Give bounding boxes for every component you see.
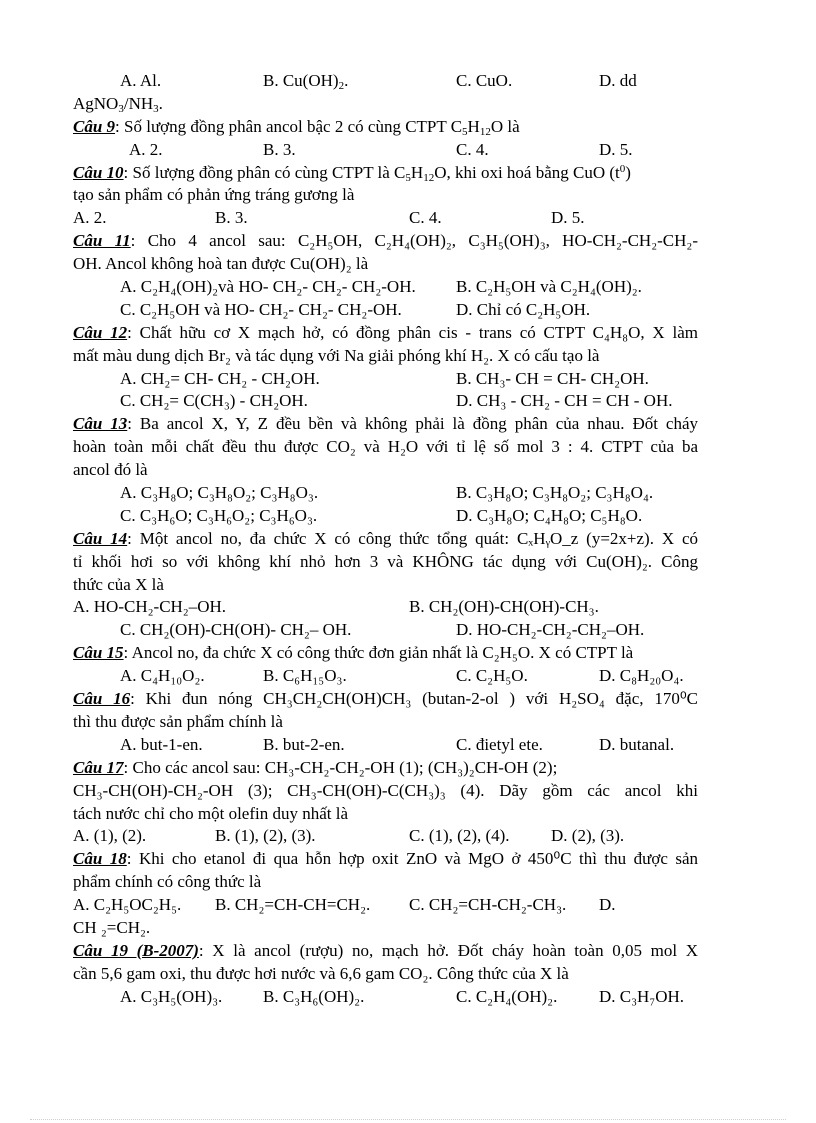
- q18-question-line2: phẩm chính có công thức là: [73, 872, 262, 892]
- q18-option-d: D.: [599, 895, 616, 915]
- q15-label: Câu 15: [73, 643, 124, 663]
- document-page: [73, 70, 698, 1009]
- q19-question-line2: cần 5,6 gam oxi, thu được hơi nước và 6,6 gam CO₂. Công thức của X là: [73, 963, 569, 983]
- q16-option-d: D. butanal.: [599, 734, 675, 754]
- q14-option-c: C. CH₂(OH)-CH(OH)- CH₂– OH.: [120, 620, 352, 640]
- q10-options: [73, 207, 698, 230]
- q15-question: Câu 15: Ancol no, đa chức X có công thức đơn giản nhất là C₂H₅O. X có CTPT là: [73, 643, 634, 663]
- q10-option-c: C. 4.: [409, 208, 442, 228]
- page-bottom-divider: [30, 1119, 786, 1120]
- q14-option-a: A. HO-CH₂-CH₂–OH.: [73, 597, 227, 617]
- q8-option-d-cont: $AgNO_3/NH_3$.: [73, 93, 163, 115]
- q18-option-b: B. CH₂=CH-CH=CH₂.: [215, 895, 371, 915]
- q19-label: Câu 19 (B-2007): [73, 940, 199, 960]
- q13-question-line3: ancol đó là: [73, 460, 148, 480]
- q16-label: Câu 16: [73, 689, 131, 709]
- q16-option-a: A. but-1-en.: [120, 734, 203, 754]
- q8-option-d: D. dd: [599, 71, 637, 90]
- q16-option-b: B. but-2-en.: [263, 734, 345, 754]
- q9-option-a: A. 2.: [129, 139, 163, 159]
- q14-question-line2: tỉ khối hơi so với không khí nhỏ hơn 3 và KHÔNG tác dụng với Cu(OH)₂. Công: [73, 551, 698, 571]
- q18-option-d-cont: CH ₂=CH₂.: [73, 917, 151, 937]
- q18-option-c: C. CH₂=CH-CH₂-CH₃.: [409, 895, 567, 915]
- q12-option-d: D. CH₃ - CH₂ - CH = CH - OH.: [456, 391, 673, 411]
- q14-options-row2: [73, 619, 698, 642]
- q8-options: [73, 70, 698, 93]
- q15-option-a: A. C₄H₁₀O₂.: [120, 666, 205, 686]
- q11-option-b: B. C₂H₅OH và C₂H₄(OH)₂.: [456, 277, 642, 297]
- q11-label: Câu 11: [73, 231, 131, 251]
- q16-options: [73, 734, 698, 757]
- q14-question-line3: thức của X là: [73, 574, 164, 594]
- q9-question: Câu 9: Số lượng đồng phân ancol bậc 2 có cùng CTPT $C_5H_{12}O$ là: [73, 116, 520, 138]
- q11-question: Câu 11: Cho 4 ancol sau: C₂H₅OH, C₂H₄(OH)₂, C₃H₅(OH)₃, HO-CH₂-CH₂-CH₂-: [73, 231, 699, 251]
- q14-question: Câu 14: Một ancol no, đa chức X có công thức tổng quát: CₓHᵧO_z (y=2x+z). X có: [73, 528, 698, 548]
- q19-option-b: B. C₃H₆(OH)₂.: [263, 986, 365, 1006]
- q8-option-a: A. Al.: [120, 71, 162, 90]
- q13-options-row2: [73, 505, 698, 528]
- q10-option-a: A. 2.: [73, 208, 107, 228]
- q17-option-c: C. (1), (2), (4).: [409, 826, 510, 846]
- q12-question-line2: mất màu dung dịch Br₂ và tác dụng với Na giải phóng khí H₂. X có cấu tạo là: [73, 345, 600, 365]
- q16-question-line2: thì thu được sản phẩm chính là: [73, 711, 283, 731]
- q15-option-b: B. C₆H₁₅O₃.: [263, 666, 347, 686]
- q19-option-a: A. C₃H₅(OH)₃.: [120, 986, 223, 1006]
- q10-question: Câu 10: Số lượng đồng phân có cùng CTPT là $C_5H_{12}O$, khi oxi hoá bằng CuO $(t^0)$: [73, 162, 631, 184]
- q15-option-c: C. C₂H₅O.: [456, 666, 528, 686]
- q13-label: Câu 13: [73, 414, 128, 434]
- q14-option-d: D. HO-CH₂-CH₂-CH₂–OH.: [456, 620, 645, 640]
- q13-options-row1: [73, 482, 698, 505]
- q16-option-c: C. đietyl ete.: [456, 734, 543, 754]
- q11-options-row1: [73, 276, 698, 299]
- q11-options-row2: [73, 299, 698, 322]
- q11-option-d: D. Chỉ có C₂H₅OH.: [456, 299, 591, 319]
- q9-option-d: D. 5.: [599, 139, 633, 159]
- q9-option-b: B. 3.: [263, 139, 296, 159]
- q14-option-b: B. CH₂(OH)-CH(OH)-CH₃.: [409, 597, 599, 617]
- q11-question-line2: OH. Ancol không hoà tan được Cu(OH)₂ là: [73, 254, 369, 274]
- q10-question-line2: tạo sản phẩm có phản ứng tráng gương là: [73, 185, 355, 205]
- q13-option-b: B. C₃H₈O; C₃H₈O₂; C₃H₈O₄.: [456, 483, 654, 503]
- q12-label: Câu 12: [73, 322, 128, 342]
- q18-question: Câu 18: Khi cho etanol đi qua hỗn hợp oxit ZnO và MgO ở 450⁰C thì thu được sản: [73, 849, 698, 869]
- q18-options: [73, 894, 698, 917]
- q13-option-a: A. C₃H₈O; C₃H₈O₂; C₃H₈O₃.: [120, 483, 319, 503]
- q12-options-row2: [73, 390, 698, 413]
- q19-question: Câu 19 (B-2007): X là ancol (rượu) no, mạch hở. Đốt cháy hoàn toàn 0,05 mol X: [73, 940, 698, 960]
- q17-question-line3: tách nước chỉ cho một olefin duy nhất là: [73, 803, 349, 823]
- q10-label: Câu 10: [73, 162, 124, 182]
- q13-option-c: C. C₃H₆O; C₃H₆O₂; C₃H₆O₃.: [120, 505, 318, 525]
- q10-option-d: D. 5.: [551, 208, 585, 228]
- q17-option-a: A. (1), (2).: [73, 826, 147, 846]
- q11-option-c: C. C₂H₅OH và HO- CH₂- CH₂- CH₂-OH.: [120, 299, 402, 319]
- q17-options: [73, 825, 698, 848]
- q15-options: [73, 665, 698, 688]
- q13-question: Câu 13: Ba ancol X, Y, Z đều bền và không phải là đồng phân của nhau. Đốt cháy: [73, 414, 699, 434]
- q12-question: Câu 12: Chất hữu cơ X mạch hở, có đồng phân cis - trans có CTPT C₄H₈O, X làm: [73, 322, 698, 342]
- q13-question-line2: hoàn toàn mỗi chất đều thu được CO₂ và H₂O với tỉ lệ số mol 3 : 4. CTPT của ba: [73, 437, 698, 457]
- q9-options: [73, 139, 698, 162]
- q11-option-a: A. C₂H₄(OH)₂và HO- CH₂- CH₂- CH₂-OH.: [120, 277, 416, 297]
- q9-option-c: C. 4.: [456, 139, 489, 159]
- q12-option-a: A. CH₂= CH- CH₂ - CH₂OH.: [120, 368, 320, 388]
- q19-options: [73, 986, 698, 1009]
- q15-option-d: D. C₈H₂₀O₄.: [599, 666, 684, 686]
- q12-options-row1: [73, 368, 698, 391]
- q9-label: Câu 9: [73, 116, 116, 136]
- q19-option-c: C. C₂H₄(OH)₂.: [456, 986, 558, 1006]
- q17-question: Câu 17: Cho các ancol sau: CH₃-CH₂-CH₂-OH (1); (CH₃)₂CH-OH (2);: [73, 757, 558, 777]
- q14-label: Câu 14: [73, 528, 128, 548]
- q17-label: Câu 17: [73, 757, 124, 777]
- q14-options-row1: [73, 596, 698, 619]
- q17-question-line2: CH₃-CH(OH)-CH₂-OH (3); CH₃-CH(OH)-C(CH₃)₃ (4). Dãy gồm các ancol khi: [73, 780, 698, 800]
- q18-option-a: A. C₂H₅OC₂H₅.: [73, 895, 182, 915]
- q19-option-d: D. C₃H₇OH.: [599, 986, 685, 1006]
- q12-option-c: C. CH₂= C(CH₃) - CH₂OH.: [120, 391, 308, 411]
- q8-option-b: B. $Cu(OH)_2$.: [263, 71, 349, 92]
- q10-option-b: B. 3.: [215, 208, 248, 228]
- q17-option-d: D. (2), (3).: [551, 826, 625, 846]
- q18-label: Câu 18: [73, 849, 127, 869]
- q17-option-b: B. (1), (2), (3).: [215, 826, 316, 846]
- q12-option-b: B. CH₃- CH = CH- CH₂OH.: [456, 368, 649, 388]
- q8-option-c: C. CuO.: [456, 71, 513, 90]
- q16-question: Câu 16: Khi đun nóng CH₃CH₂CH(OH)CH₃ (butan-2-ol ) với H₂SO₄ đặc, 170⁰C: [73, 689, 698, 709]
- q13-option-d: D. C₃H₈O; C₄H₈O; C₅H₈O.: [456, 505, 643, 525]
